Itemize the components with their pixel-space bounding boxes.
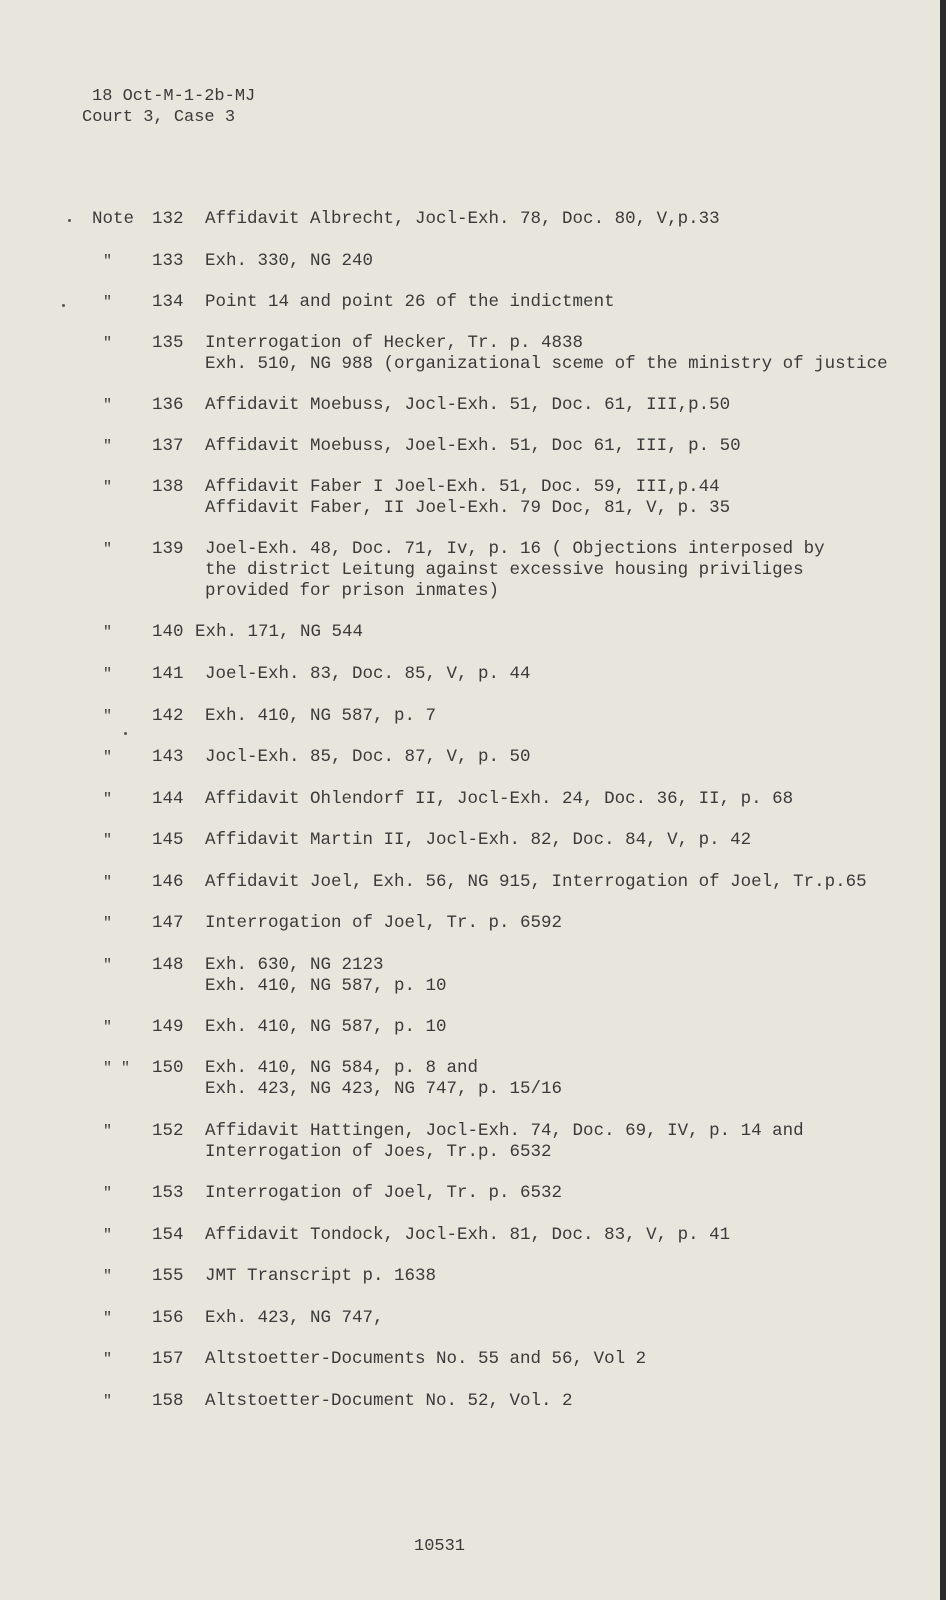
header-reference: 18 Oct-M-1-2b-MJ: [92, 87, 256, 106]
note-text: Interrogation of Joes, Tr.p. 6532: [205, 1142, 552, 1162]
ditto-mark: ": [103, 335, 113, 352]
margin-speck: [124, 732, 127, 735]
note-number: 156: [152, 1308, 184, 1328]
note-text: Exh. 410, NG 587, p. 10: [205, 1017, 447, 1037]
note-number: 157: [152, 1349, 184, 1369]
note-text: Altstoetter-Document No. 52, Vol. 2: [205, 1391, 573, 1411]
note-text: Exh. 410, NG 584, p. 8 and: [205, 1058, 479, 1078]
note-text: Exh. 171, NG 544: [195, 622, 364, 642]
note-number: 139: [152, 539, 184, 559]
note-text: Jocl-Exh. 85, Doc. 87, V, p. 50: [205, 747, 531, 767]
note-number: 148: [152, 955, 184, 975]
ditto-mark: " ": [103, 1060, 131, 1077]
page-edge: [940, 0, 946, 1600]
note-number: 155: [152, 1266, 184, 1286]
ditto-mark: ": [103, 541, 113, 558]
margin-speck: [62, 304, 65, 307]
note-number: 153: [152, 1183, 184, 1203]
ditto-mark: ": [103, 1123, 113, 1140]
note-number: 143: [152, 747, 184, 767]
note-number: 144: [152, 789, 184, 809]
note-number: 134: [152, 292, 184, 312]
note-text: Affidavit Tondock, Jocl-Exh. 81, Doc. 83, V, p. 41: [205, 1225, 731, 1245]
note-number: 142: [152, 706, 184, 726]
ditto-mark: ": [103, 915, 113, 932]
note-text: Exh. 330, NG 240: [205, 251, 374, 271]
note-text: Exh. 410, NG 587, p. 10: [205, 976, 447, 996]
note-number: 136: [152, 395, 184, 415]
note-text: Exh. 410, NG 587, p. 7: [205, 706, 437, 726]
ditto-mark: ": [103, 749, 113, 766]
note-number: 158: [152, 1391, 184, 1411]
note-number: 137: [152, 436, 184, 456]
ditto-mark: ": [103, 1393, 113, 1410]
ditto-mark: ": [103, 666, 113, 683]
note-text: Exh. 423, NG 747,: [205, 1308, 384, 1328]
page-number: 10531: [414, 1537, 466, 1556]
note-text: Exh. 630, NG 2123: [205, 955, 384, 975]
ditto-mark: ": [103, 791, 113, 808]
ditto-mark: ": [103, 1185, 113, 1202]
note-number: 135: [152, 333, 184, 353]
note-number: 132: [152, 209, 184, 229]
note-number: 154: [152, 1225, 184, 1245]
note-text: Joel-Exh. 48, Doc. 71, Iv, p. 16 ( Objections interposed by: [205, 539, 825, 559]
note-text: Interrogation of Joel, Tr. p. 6532: [205, 1183, 563, 1203]
note-number: 149: [152, 1017, 184, 1037]
ditto-mark: ": [103, 1310, 113, 1327]
note-number: 150: [152, 1058, 184, 1078]
note-number: 152: [152, 1121, 184, 1141]
note-text: Affidavit Moebuss, Jocl-Exh. 51, Doc. 61, III,p.50: [205, 395, 731, 415]
note-text: Affidavit Hattingen, Jocl-Exh. 74, Doc. 69, IV, p. 14 and: [205, 1121, 804, 1141]
note-number: 138: [152, 477, 184, 497]
note-text: provided for prison inmates): [205, 581, 500, 601]
note-text: Exh. 510, NG 988 (organizational sceme of the ministry of justice: [205, 354, 888, 374]
note-text: Point 14 and point 26 of the indictment: [205, 292, 615, 312]
note-number: 141: [152, 664, 184, 684]
margin-speck: [68, 219, 71, 222]
note-number: 146: [152, 872, 184, 892]
note-text: Altstoetter-Documents No. 55 and 56, Vol 2: [205, 1349, 647, 1369]
note-text: Interrogation of Joel, Tr. p. 6592: [205, 913, 563, 933]
ditto-mark: ": [103, 832, 113, 849]
note-text: Affidavit Faber I Joel-Exh. 51, Doc. 59, III,p.44: [205, 477, 720, 497]
ditto-mark: ": [103, 1227, 113, 1244]
ditto-mark: ": [103, 479, 113, 496]
ditto-mark: ": [103, 624, 113, 641]
ditto-mark: ": [103, 1351, 113, 1368]
note-text: the district Leitung against excessive housing priviliges: [205, 560, 804, 580]
note-number: 147: [152, 913, 184, 933]
ditto-mark: ": [103, 294, 113, 311]
note-text: Affidavit Ohlendorf II, Jocl-Exh. 24, Doc. 36, II, p. 68: [205, 789, 794, 809]
ditto-mark: ": [103, 874, 113, 891]
ditto-mark: ": [103, 1019, 113, 1036]
ditto-mark: ": [103, 708, 113, 725]
note-text: Exh. 423, NG 423, NG 747, p. 15/16: [205, 1079, 563, 1099]
note-text: JMT Transcript p. 1638: [205, 1266, 437, 1286]
note-text: Affidavit Moebuss, Joel-Exh. 51, Doc 61, III, p. 50: [205, 436, 741, 456]
ditto-mark: ": [103, 253, 113, 270]
ditto-mark: ": [103, 957, 113, 974]
ditto-mark: ": [103, 1268, 113, 1285]
note-text: Affidavit Albrecht, Jocl-Exh. 78, Doc. 80, V,p.33: [205, 209, 720, 229]
note-number: 145: [152, 830, 184, 850]
note-label: Note: [92, 209, 135, 229]
note-text: Interrogation of Hecker, Tr. p. 4838: [205, 333, 584, 353]
note-text: Affidavit Faber, II Joel-Exh. 79 Doc, 81, V, p. 35: [205, 498, 731, 518]
note-number: 140: [152, 622, 184, 642]
ditto-mark: ": [103, 438, 113, 455]
note-number: 133: [152, 251, 184, 271]
note-text: Affidavit Joel, Exh. 56, NG 915, Interrogation of Joel, Tr.p.65: [205, 872, 867, 892]
note-text: Joel-Exh. 83, Doc. 85, V, p. 44: [205, 664, 531, 684]
header-court-case: Court 3, Case 3: [82, 108, 236, 127]
ditto-mark: ": [103, 397, 113, 414]
note-text: Affidavit Martin II, Jocl-Exh. 82, Doc. 84, V, p. 42: [205, 830, 752, 850]
document-header: [82, 86, 255, 128]
